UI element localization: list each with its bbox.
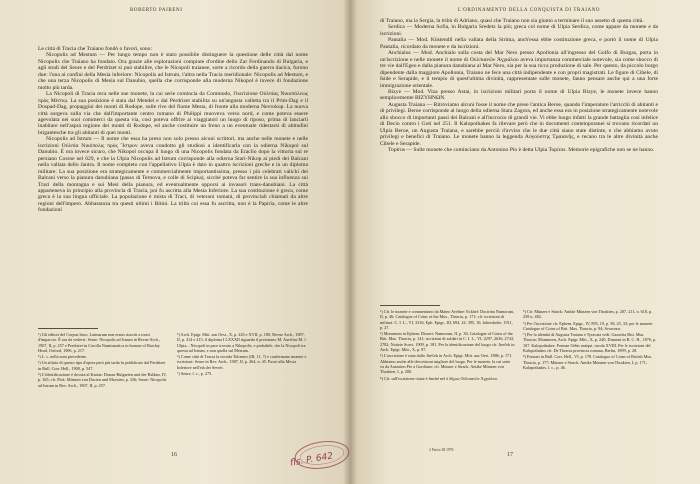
footnote: ⁶) Per l'iscrizione cfr. Ephem. Epigr., IV, 895, 19, p. 58, 25, 33; per le monete: Catalogue of Coins of Brit. Mus. Thracia, p. 94; Svoronos. [523,320,654,331]
page-number: 16 [171,452,177,458]
footnote-column [523,309,658,382]
footnote: ⁴) L'identificazione è dovuta al Kanitz: Donau-Bulgarien und der Balkan, IV, p. 165; cfr. Pick: Münzen von Dacien und Moesien, p. 326; Seure: Nicopolis ad Istrum in Rev. Arch., 1907, II, p. 257. [38,372,167,388]
paragraph: Pautalia — Mod. Küstendil nella vallata della Strima, anch'essa ebbe costituzione greca, e portò il nome di Ulpia Pautalia, ricordato da monete e da iscrizioni. [380,37,658,50]
footnote: ²) Mommsen in Ephem. Dissert: Numorum, II, p. 36; Catalogue of Coins of the Brit. Mus. Thracia, p. 141; iscrizioni di soldati in C. I. L., VI, 2297, 2636, 2744, 2782; Notizie Scavi, 1909, p. 181. Per la identificazione del luogo cfr. Jireček in Arch. Epigr. Mitt., X, p. 87. [380,331,515,353]
paragraph: La Nicopoli di Tracia reca nelle sue monete, la cui serie comincia da Commodo, l'iscrizione Οὐλπίας Νικοπόλεως πρὸς Μέστῳ. La sua posizione è stata dal Mendel e dal Perdrizet stabilita su un'angusta valletta tra il Prim-Dag e il Dospad-Dag, propaggini dei monti di Rodope, sulle rive del fiume Mesta, di fronte alla moderna Nevrokop. La nuova città sorgeva sulla via che dall'importante centro romano di Philippi muoveva verso nord, e come poteva essere agevolata nei suoi commerci da questa via, così poteva offrire ai viaggiatori un luogo di riposo, prima di lanciarli inabitare nell'aspra regione dei monti di Rodope, ed anche costituire un freno a un eventuale ridestarsi di abitudini brigantesche tra gli abitanti di quei monti. [38,91,308,136]
footnote-column [380,309,515,382]
running-header: L'ORDINAMENTO DELLA CONQUISTA DI TRAIANO [458,8,601,13]
footnote-rule [38,328,98,329]
footnotes [38,328,308,389]
footnote: ³) L'ascrizione è stata dallo Jireček in Arch. Epigr. Mitt. aus Oest. 1886, p. 171. Abbiamo anche alle descrizioni migliore del luogo. Per le monete, la cui serie va da Antonino Pio a Gordiano; cfr. Münzer e Strack: Antike Münzen von Thrakien, I, p. 200. [380,353,513,375]
paragraph: Nicopolis ad Istrum — Il nome che essa ha preso non solo presso alcuni scrittori, ma anche nelle monete e nelle iscrizioni Οὐλπία Νικόπολις πρὸς Ἴστρον aveva condotto gli studiosi a identificarla con la odierna Nikopol sul Danubio. È ora invece sicuro, che Nikopol occupa il luogo di una Nicopolis fondata da Eraclio dopo la vittoria sul re persiano Cosroe nel 629, e che la Ulpia Nicopolis ad Istrum corrisponde alla odierna Stari-Nikop ai piedi dei Balcani nella vallata dello Jantra. Il nome completo con l'appellativo Ulpia è dato in quattro iscrizioni greche e in un diploma militare. La sua posizione era strategicamente e commercialmente importantissima, presso i più celebrati valichi dei Balcani verso la pianura danubiana (passo di Ternova, e colle di Scipka), sicché poteva far sentire la sua influenza sui Traci della montagna e sui Mesi della pianura, ed eventualmente opporsi ai invasori trans-danubiani. La città apparteneva in principio alla provincia di Tracia, poi fu ascritta alla Mesia Inferiore. La sua costituzione è greca, come greca è la sua lingua ufficiale. La popolazione è mista di Traci, di veterani romani, di provinciali chiamati da altre regioni dell'impero. Abbastanza tra questi ultimi i Bitini. La tribù cui essa fu ascritta, non è la Papiria, come le altre fondazioni [38,136,308,214]
paragraph: Serdica — Moderna Sofia, in Bulgaria Sredetz la più; greca col nome di Ulpia Serdica, come appare da monete e da iscrizioni. [380,24,658,37]
body-text [38,46,308,214]
footnote: ¹) Cfr. le monete e commentario da Mateo Aveline: Eckhel: Doctrina Numorum, II, p. 46; Catalogue of Coins of the Mus., Thracia, p. 171; cfr. iscrizioni di militari: C. I. L., VI, 3316; Eph. Epigr., III, 694, 22; 395, 16; Jahreshefte, 1911, p. 27. [380,309,515,330]
page-number: 17 [507,452,513,458]
paragraph: Bizye — Mod. Viza presso Astai, in iscrizioni militari porta il nome di Ulpia Bizye, le monete invece hanno semplicemente ΒΙΖΥΗΝΩΝ. [380,88,658,102]
footnote: ¹) Gli editori del Corpus Inscr. Latinarum non erano riusciti a trarsi d'impaccio. È ora da vedersi: Seure: Nicopolis ad Istrum in Revue Arch., 1907, II, p. 257 e Perdrizet in Corolla Numismatica in honour of Barclay Head, Oxford, 1906, p. 217. [38,332,160,353]
footnote: ³) Un rifiuto di questo tipo d'opera però più tarda fu pubblicato dal Perdrizet in Bull. Corr. Hell., 1900, p. 547. [38,360,166,371]
footnote: ⁵) Arch. Epigr. Mitt. aus Oest., X, p. 243 e XVII, p. 180; Revue Arch., 1907, II, p. 414 e 415; il diploma I LXXXII riguarda il pretoriano M. Aurelius M. f. Ulpia... Nicopoli in pace trovato a Nikopolis, e probabile, che la Nicopoli tra questa ad Istrum, e non quella sul Mestum. [177,332,307,353]
footnote: ⁵) Cfr. Münzer e Strack: Antike Münzen von Thrakien, p. 207, 211, n. 618, p. 258 n. 482. [523,309,653,320]
footnote-column [177,332,308,389]
footnote-column [38,332,169,389]
paragraph: Anchialus — Mod. Anchialo sulla costa del Mar Nero presso Apollonia all'ingresso del Golfo di Burgas, porta in un'iscrizione e nelle monete il nome di Οὐλπιανῶν Ἀγχιάλου aveva importanza commerciale notevole, sia come sbocco di tre vie dall'Egeo e dalla pianura danubiana al Mar Nero, sia per la sua ricca produzione di sale. Per questo, da piccolo borgo dipendente dalla maggiore Apollonia, Traiano ne fece una città indipendente e con propri magistrati. Le figure di Cibele, di Iside e Serapide, e il tempio di quest'ultima divinità, rappresentate sulle monete, fanno pensare anche qui a una forte immigrazione orientale. [380,50,658,89]
stamp-label: fls. P. 642 [289,451,334,469]
paragraph: Augusta Traiana — Ritroviamo alcuni fosse il nome che prese l'antica Beroe, quando l'imperatore l'arricchì di abitanti e di privilegi. Beroe corrisponde al luogo della odierna Stara Zagora, ed anche essa era in posizione strategicamente notevole allo sbocco di importanti passi dei Balcani e all'incrocio di grandi vie. Vi ebbe luogo infatti la grande battaglia così infelice di Decio contro i Goti nel 251. Il Kalopothakes fa rilevare però che in documenti contemporanei si trovano ricordati un Ulpia Beroe, un Augusta Traiana, e sarebbe perciò d'avviso che le due città siano state distinte, e che abbiamo avuto privilegi e benefici di Traiano. Le monete hanno la leggenda Αὐγούστης Τραιανῆς, e recano tra le altre divinità anche Cibele e Serapide. [380,101,658,147]
paragraph: Le città di Tracia che Traiano fondò o favorì, sono: [38,46,153,52]
footnote: ⁷) Seure, l. c., p. 275. [177,371,213,377]
footnote: ⁴) Cfr. sull'iscrizione citata è finché nel ὁ δῆμος Οὐλπιανῶν Ἀγχιάλου. [380,375,498,381]
footnote: ⁶) Come città di Tracia la ricorda Tolomeo (III, 11, 7) e confermano monete e iscrizioni: Seure in Rev. Arch., 1907, II, p. 264, n. 45. Passò alla Mesia Inferiore nell'età dei Severi. [177,354,307,370]
body-text [380,18,658,154]
paragraph: Nicopolis ad Mestum — Per lungo tempo non è stato possibile distinguere la questione delle città dal nome Nicopolis che Traiano ha fondato. Ora grazie alle esplorazioni compiute d'ordine dello Zar Ferdinando di Bulgaria, e agli studi del Seure e del Perdrizet si può stabilire, che le Nicopoli traianee, sorte a ricordo della guerra dacica, furono due: l'una ai confini della Mesia inferiore: Nicopolis ad Istrum, l'altra nella Tracia meridionale: Nicopolis ad Mestum, e che una terza Nicopolis di Mesia sul Danubio, quella che corrisponde alla moderna Nikopol è invece di fondazione molto più tarda. [38,52,308,91]
right-page [350,0,700,484]
footnote: ²) L. c. nella nota precedente. [38,354,87,360]
footnote: ⁷) Per la identità di Augusta Traiana e Tyracaia vedi: Gazzetta Brit. Mus. Thracia; Mommsen, Arch. Epigr. Mitt., X, p. 240; Dumont in B. C. H., 1876, p. 107. Kalopothakes: Formae Orbis antiqui, tavola XVIII. Per le iscrizioni del Kalopothakes cfr. De Thracia provincia romana, Berlin, 1899, p. 28. [523,332,657,354]
running-header: ROBERTO PAIBENI [130,8,183,13]
footnotes [380,305,658,382]
footnote-rule [380,305,440,306]
book-gutter [343,0,357,484]
printer-signature: 2 Pariso III 1978. [429,448,455,452]
paragraph: Topirus — Sulle monete che cominciano da Antonino Pio è detta Ulpia Topiros. Memorie epigrafiche non se ne hanno. [388,147,655,154]
paragraph: di Traiano, ma la Sergia, la tribù di Adriano, quasi che Traiano non sia giunto a terminare il suo assetto di questa città. [380,18,644,24]
footnote: ⁸) Fonzari in Bull. Corr. Hell., VI, p. 178. Catalogue of Coins of British Mus. Thracia, p. 177; Münzer e Strack: Antike Münzen von Thrakien, I, p. 171; Kalopothakes, l. c., p. 46. [523,354,653,370]
